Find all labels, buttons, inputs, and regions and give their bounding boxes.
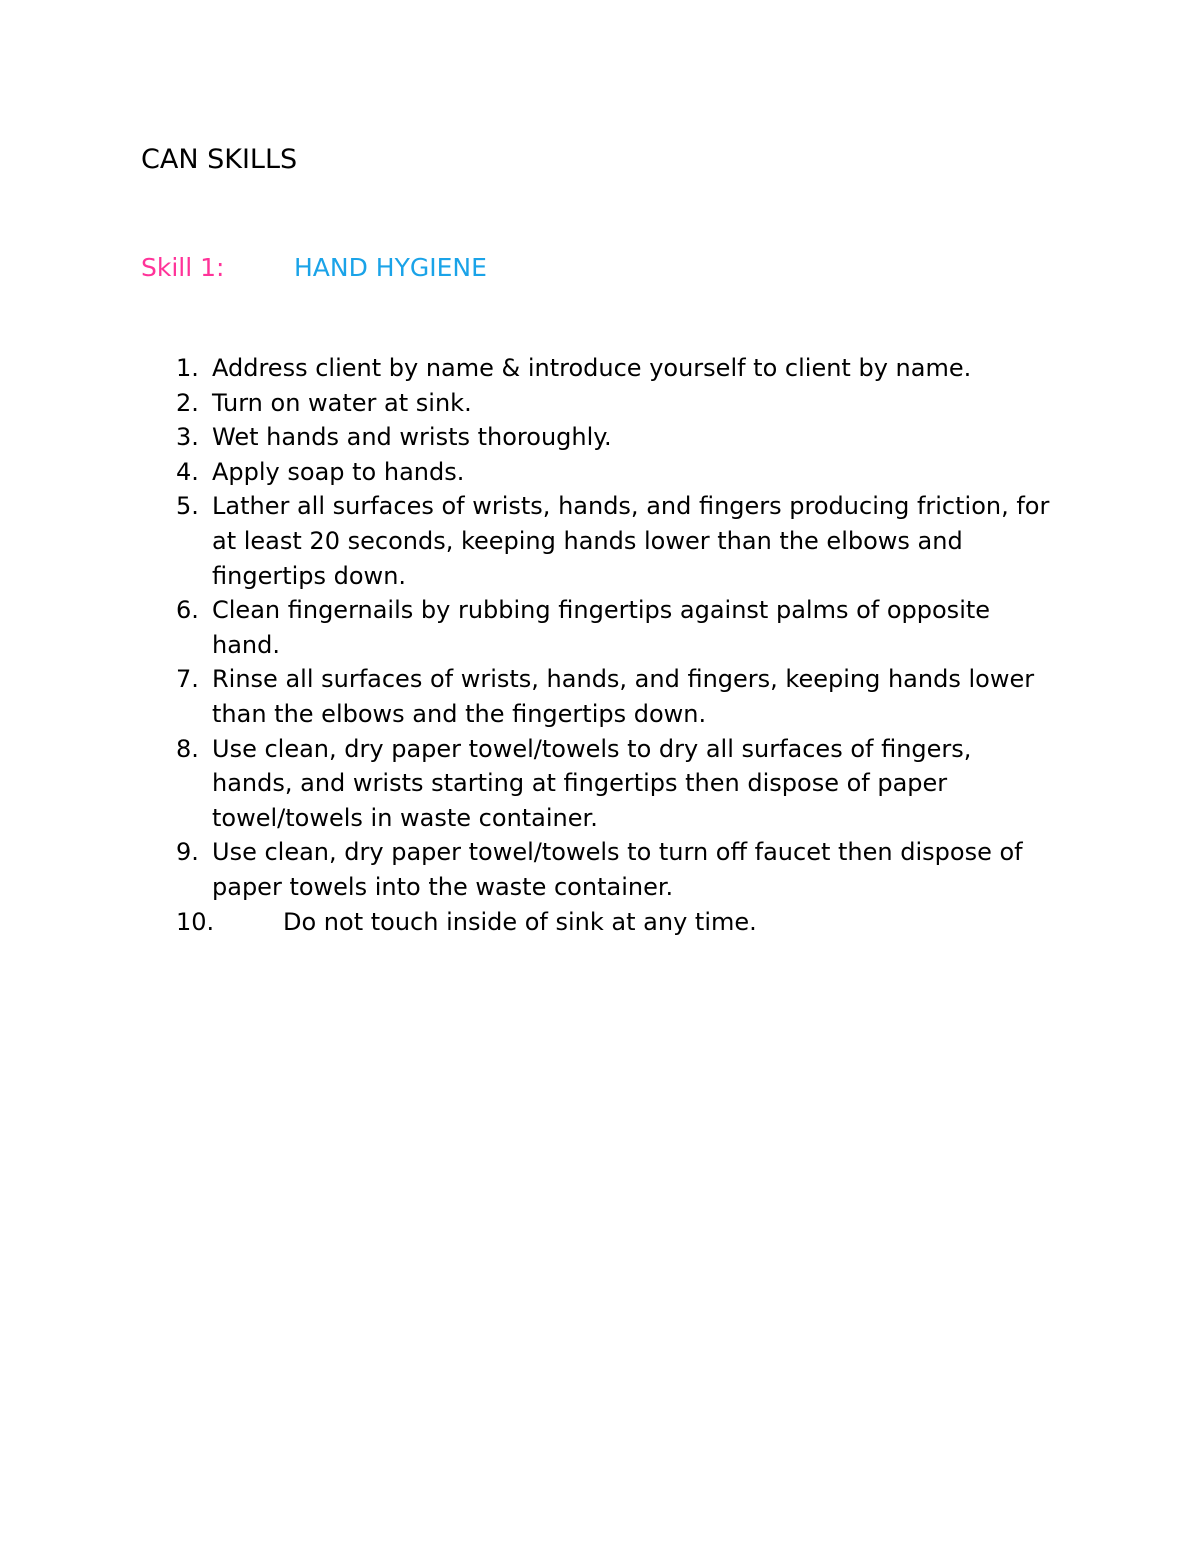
step-text: Apply soap to hands. (212, 457, 465, 486)
step-number: 5. (176, 492, 199, 521)
step-number: 6. (176, 596, 199, 625)
step-text: Address client by name & introduce yourself to client by name. (212, 354, 972, 382)
procedure-step (176, 905, 1056, 940)
step-text: Rinse all surfaces of wrists, hands, and fingers, keeping hands lower than the elbows and the fingertips down. (212, 665, 1035, 728)
procedure-step (176, 455, 1056, 490)
step-number: 8. (176, 734, 199, 763)
procedure-step (176, 351, 1056, 386)
skill-heading (141, 252, 487, 284)
step-number: 2. (176, 388, 199, 417)
step-text: Clean fingernails by rubbing fingertips against palms of opposite hand. (212, 596, 991, 659)
procedure-step (176, 732, 1056, 836)
step-text: Use clean, dry paper towel/towels to turn off faucet then dispose of paper towels into the waste container. (212, 838, 1023, 901)
step-number: 4. (176, 457, 199, 486)
step-number: 1. (176, 354, 199, 382)
step-number: 7. (176, 665, 199, 694)
procedure-step (176, 662, 1056, 731)
step-number: 9. (176, 838, 199, 867)
step-text: Use clean, dry paper towel/towels to dry all surfaces of fingers, hands, and wrists starting at fingertips then dispose of paper towel/towels in waste container. (212, 734, 972, 832)
step-text: Wet hands and wrists thoroughly. (212, 423, 612, 452)
step-number: 10. (176, 907, 215, 936)
step-number: 3. (176, 423, 199, 452)
procedure-step (176, 420, 1056, 455)
procedure-step (176, 835, 1056, 904)
step-text: Do not touch inside of sink at any time. (283, 907, 757, 936)
document-title: CAN SKILLS (141, 144, 298, 175)
skill-name: HAND HYGIENE (294, 253, 487, 282)
procedure-steps-list (176, 351, 1056, 939)
procedure-step (176, 489, 1056, 593)
skill-number-label: Skill 1: (141, 253, 225, 282)
step-text: Turn on water at sink. (212, 388, 472, 417)
procedure-step (176, 593, 1056, 662)
procedure-step (176, 386, 1056, 421)
step-text: Lather all surfaces of wrists, hands, and fingers producing friction, for at least 20 seconds, keeping hands lower than the elbows and fingertips down. (212, 492, 1050, 590)
